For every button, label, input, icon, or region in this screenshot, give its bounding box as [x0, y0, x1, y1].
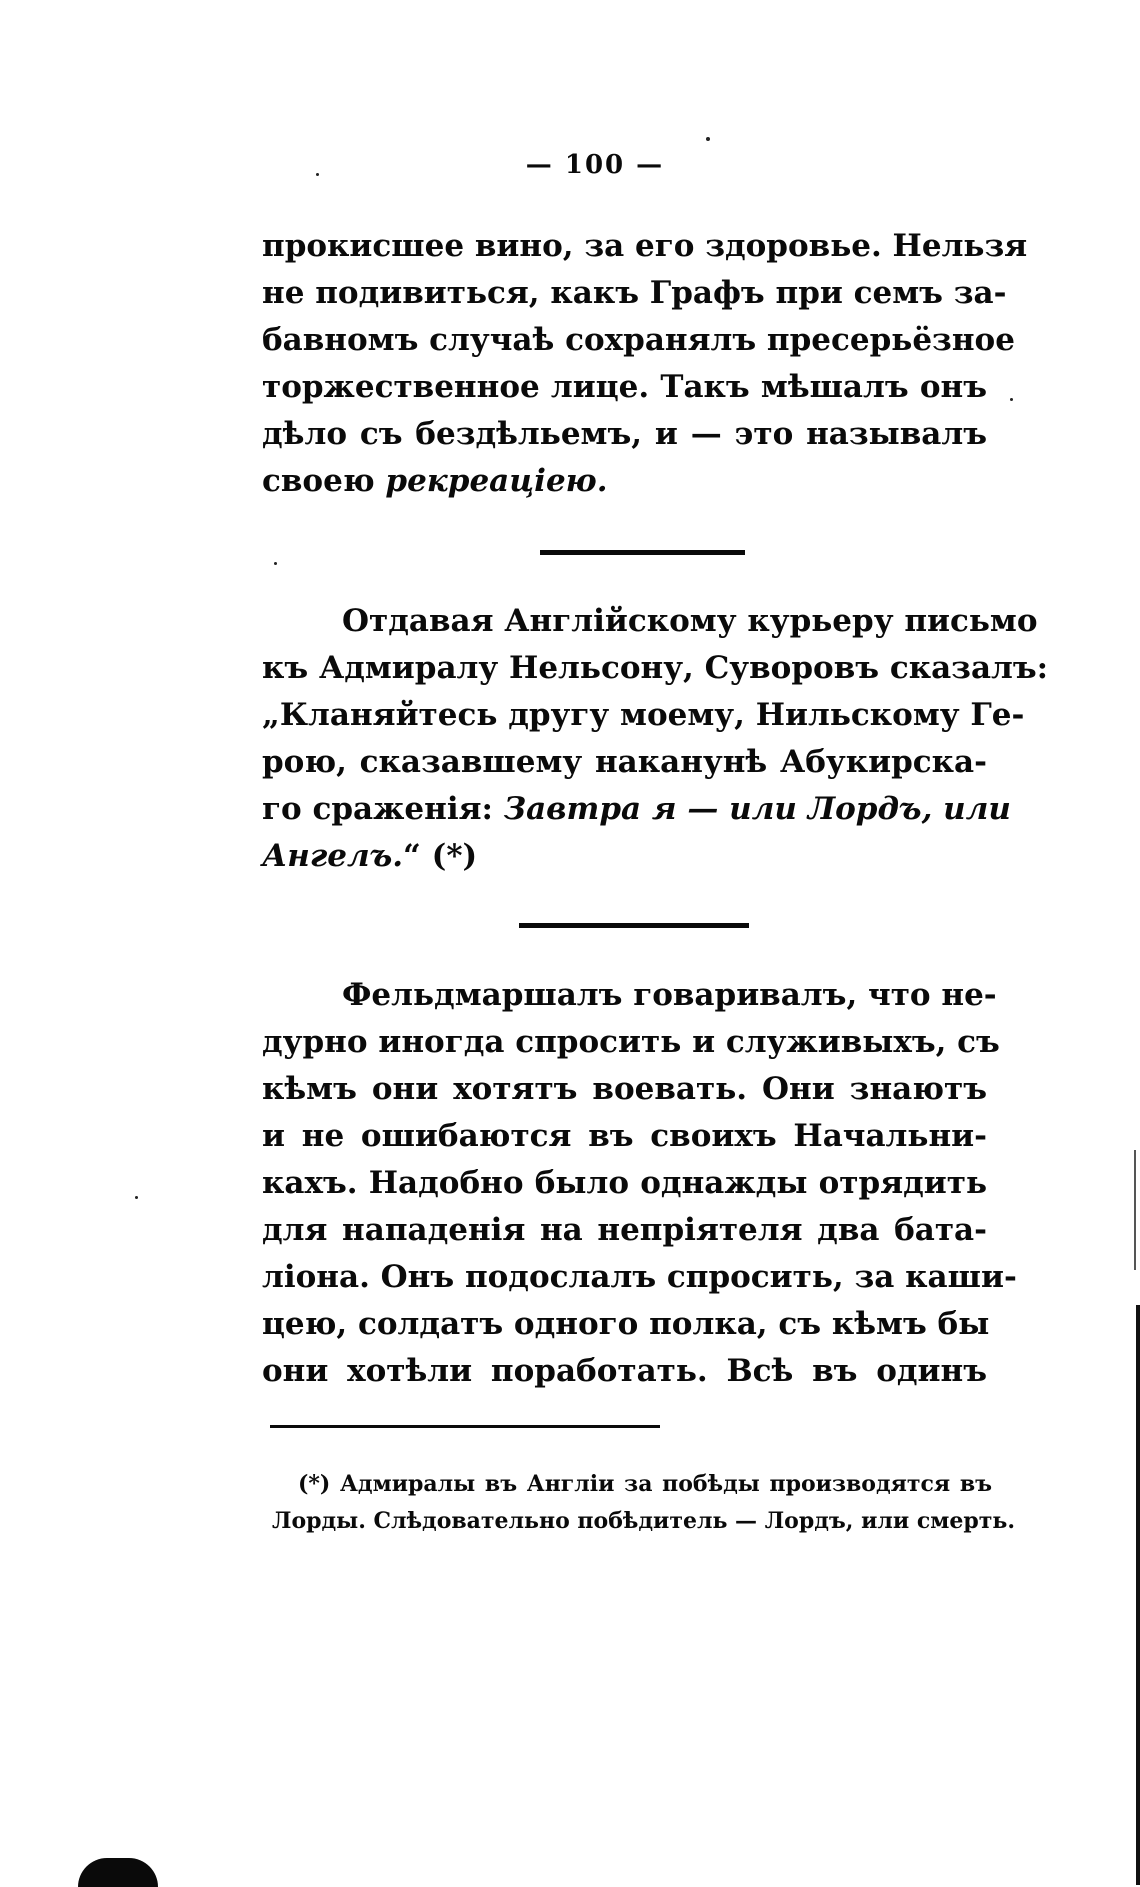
paragraph-line: и не ошибаются въ своихъ Начальни- [262, 1118, 987, 1154]
section-divider [540, 550, 745, 555]
paragraph-line: они хотѣли поработать. Всѣ въ одинъ [262, 1353, 987, 1389]
ink-blot [78, 1858, 158, 1887]
paragraph-line: къ Адмиралу Нельсону, Суворовъ сказалъ: [262, 650, 1049, 686]
paragraph-line: бавномъ случаѣ сохранялъ пресерьёзное [262, 322, 1015, 358]
section-divider [519, 923, 749, 928]
paragraph-line: рою, сказавшему наканунѣ Абукирска- [262, 744, 987, 780]
footnote-line: Лорды. Слѣдовательно побѣдитель — Лордъ, или смерть. [272, 1508, 1015, 1534]
italic-quote: Завтра я — или Лордъ, или [503, 791, 1011, 827]
paragraph-line [262, 458, 987, 505]
paragraph-line: кѣмъ они хотятъ воевать. Они знаютъ [262, 1071, 987, 1107]
speck [135, 1196, 138, 1199]
page-edge-shadow [1136, 1305, 1140, 1885]
footnote-separator [270, 1425, 660, 1428]
paragraph-1 [262, 223, 1028, 505]
paragraph-line: лiона. Онъ подослалъ спросить, за каши- [262, 1259, 1017, 1295]
footnote [272, 1466, 1015, 1540]
speck [1010, 398, 1013, 401]
paragraph-line: дѣло съ бездѣльемъ, и — это называлъ [262, 416, 987, 452]
paragraph-3 [262, 972, 1017, 1395]
paragraph-line: Отдавая Англiйскому курьеру письмо [342, 603, 1038, 639]
paragraph-line: не подивиться, какъ Графъ при семъ за- [262, 275, 1007, 311]
paragraph-line: торжественное лице. Такъ мѣшалъ онъ [262, 369, 987, 405]
paragraph-line: прокисшее вино, за его здоровье. Нельзя [262, 228, 1028, 264]
speck [274, 562, 277, 565]
paragraph-line: кахъ. Надобно было однажды отрядить [262, 1165, 987, 1201]
italic-term: рекреацiею. [385, 463, 608, 499]
plain-text: своею [262, 463, 386, 499]
paragraph-line: дурно иногда спросить и служивыхъ, съ [262, 1024, 1000, 1060]
italic-quote: Ангелъ. [262, 838, 404, 874]
footnote-reference: “ (*) [403, 838, 478, 874]
speck [316, 173, 319, 176]
paragraph-line: „Кланяйтесь другу моему, Нильскому Ге- [262, 697, 1025, 733]
paragraph-line: для нападенiя на непрiятеля два бата- [262, 1212, 987, 1248]
paragraph-line [262, 833, 987, 880]
footnote-line: (*) Адмиралы въ Англiи за побѣды производятся въ [298, 1471, 992, 1497]
paragraph-line: цею, солдатъ одного полка, съ кѣмъ бы [262, 1306, 990, 1342]
page-edge-shadow [1134, 1150, 1136, 1270]
speck [706, 137, 710, 141]
paragraph-line [262, 786, 1011, 833]
page-number: — 100 — [525, 150, 665, 180]
paragraph-line: Фельдмаршалъ говаривалъ, что не- [342, 977, 997, 1013]
paragraph-2 [262, 598, 1049, 880]
plain-text: го сраженiя: [262, 791, 504, 827]
